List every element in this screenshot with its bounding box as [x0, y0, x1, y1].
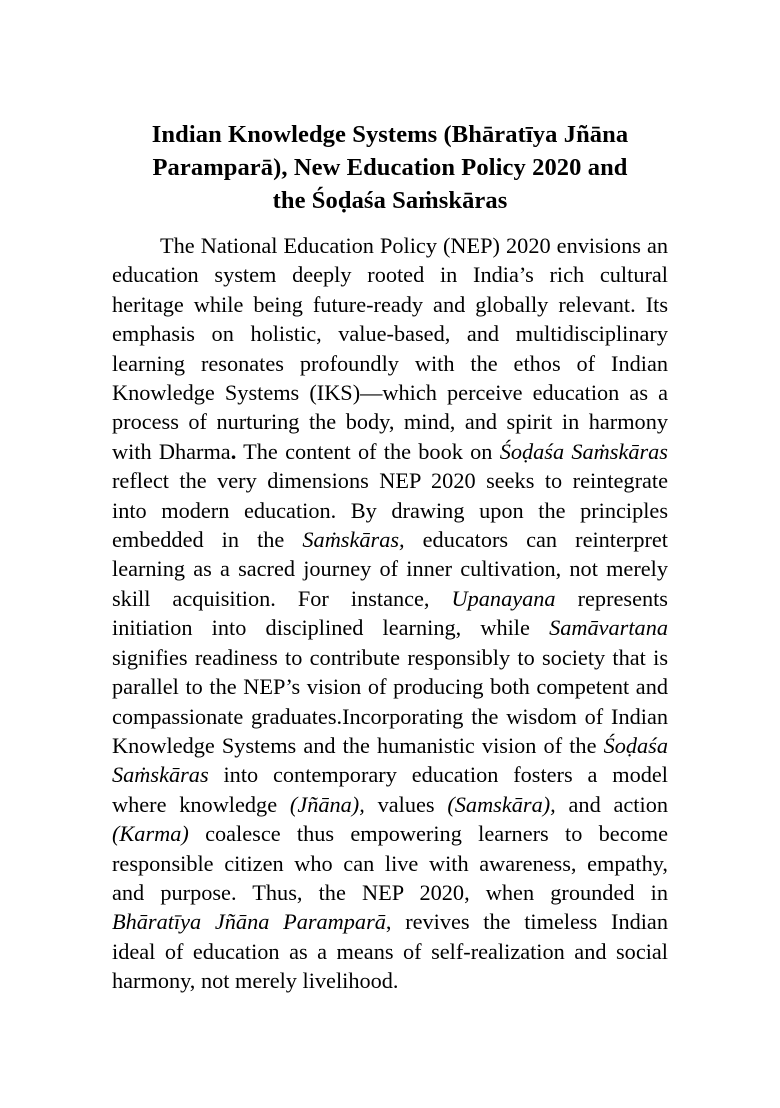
body-text-run: represents initiation into disciplined learning, while — [112, 585, 668, 641]
body-text-run: coalesce thus empowering learners to become responsible citizen who can live with awareness, empathy, and purpose. Thus, the NEP 2020, when grounded in — [112, 821, 668, 905]
page-title-line-2: Paramparā), New Education Policy 2020 and — [152, 154, 628, 181]
page-title — [112, 118, 668, 217]
page-title-line-3: the Śoḍaśa Saṁskāras — [272, 187, 508, 214]
body-text-run: educators can reinterpret learning as a sacred journey of inner cultivation, not merely skill acquisition. For instance, — [112, 527, 668, 611]
body-text-run: , revives the timeless Indian ideal of education as a means of self-realization and social harmony, not merely livelihood. — [112, 909, 668, 994]
page-content — [112, 118, 668, 996]
body-text-run: signifies readiness to contribute responsibly to society that is parallel to the NEP’s vision of producing both competent and compassionate graduates.Incorporating the wisdom of Indian Knowledge Systems and the humanistic vision of the — [112, 644, 668, 758]
body-italic-term: Upanayana — [451, 585, 556, 611]
body-italic-term: (Samskāra), — [447, 791, 556, 817]
body-text-run: and action — [555, 791, 668, 817]
body-text-run: reflect the very dimensions NEP 2020 seeks to reintegrate into modern education. By drawing upon the principles embedded in the — [112, 468, 668, 553]
body-text-run: into contemporary education fosters a model where knowledge — [112, 762, 668, 817]
body-text-run: The content of the book on — [236, 438, 500, 464]
page-title-line-1: Indian Knowledge Systems (Bhāratīya Jñāna — [151, 121, 629, 148]
body-bold-punctuation: . — [230, 438, 237, 464]
body-italic-term: Saṁskāras, — [302, 527, 405, 553]
body-paragraph — [112, 231, 668, 996]
body-text-run: The National Education Policy (NEP) 2020 envisions an education system deeply rooted in India’s rich cultural heritage while being future-ready and globally relevant. Its emphasis on holistic, value-based, and multidisciplinary learning resonates profoundly with the ethos of Indian Knowledge Systems (IKS)—which perceive education as a process of nurturing the body, mind, and spirit in harmony with Dharma — [112, 233, 668, 464]
body-italic-term: (Jñāna), — [289, 791, 365, 817]
body-italic-term: Śoḍaśa Saṁskāras — [499, 438, 668, 464]
body-italic-term: Bhāratīya Jñāna Paramparā — [112, 909, 386, 935]
body-italic-term: Samāvartana — [549, 615, 668, 641]
body-italic-term: Śoḍaśa Saṁskāras — [112, 732, 668, 788]
body-italic-term: (Karma) — [112, 821, 189, 847]
body-text-run: values — [364, 791, 448, 817]
